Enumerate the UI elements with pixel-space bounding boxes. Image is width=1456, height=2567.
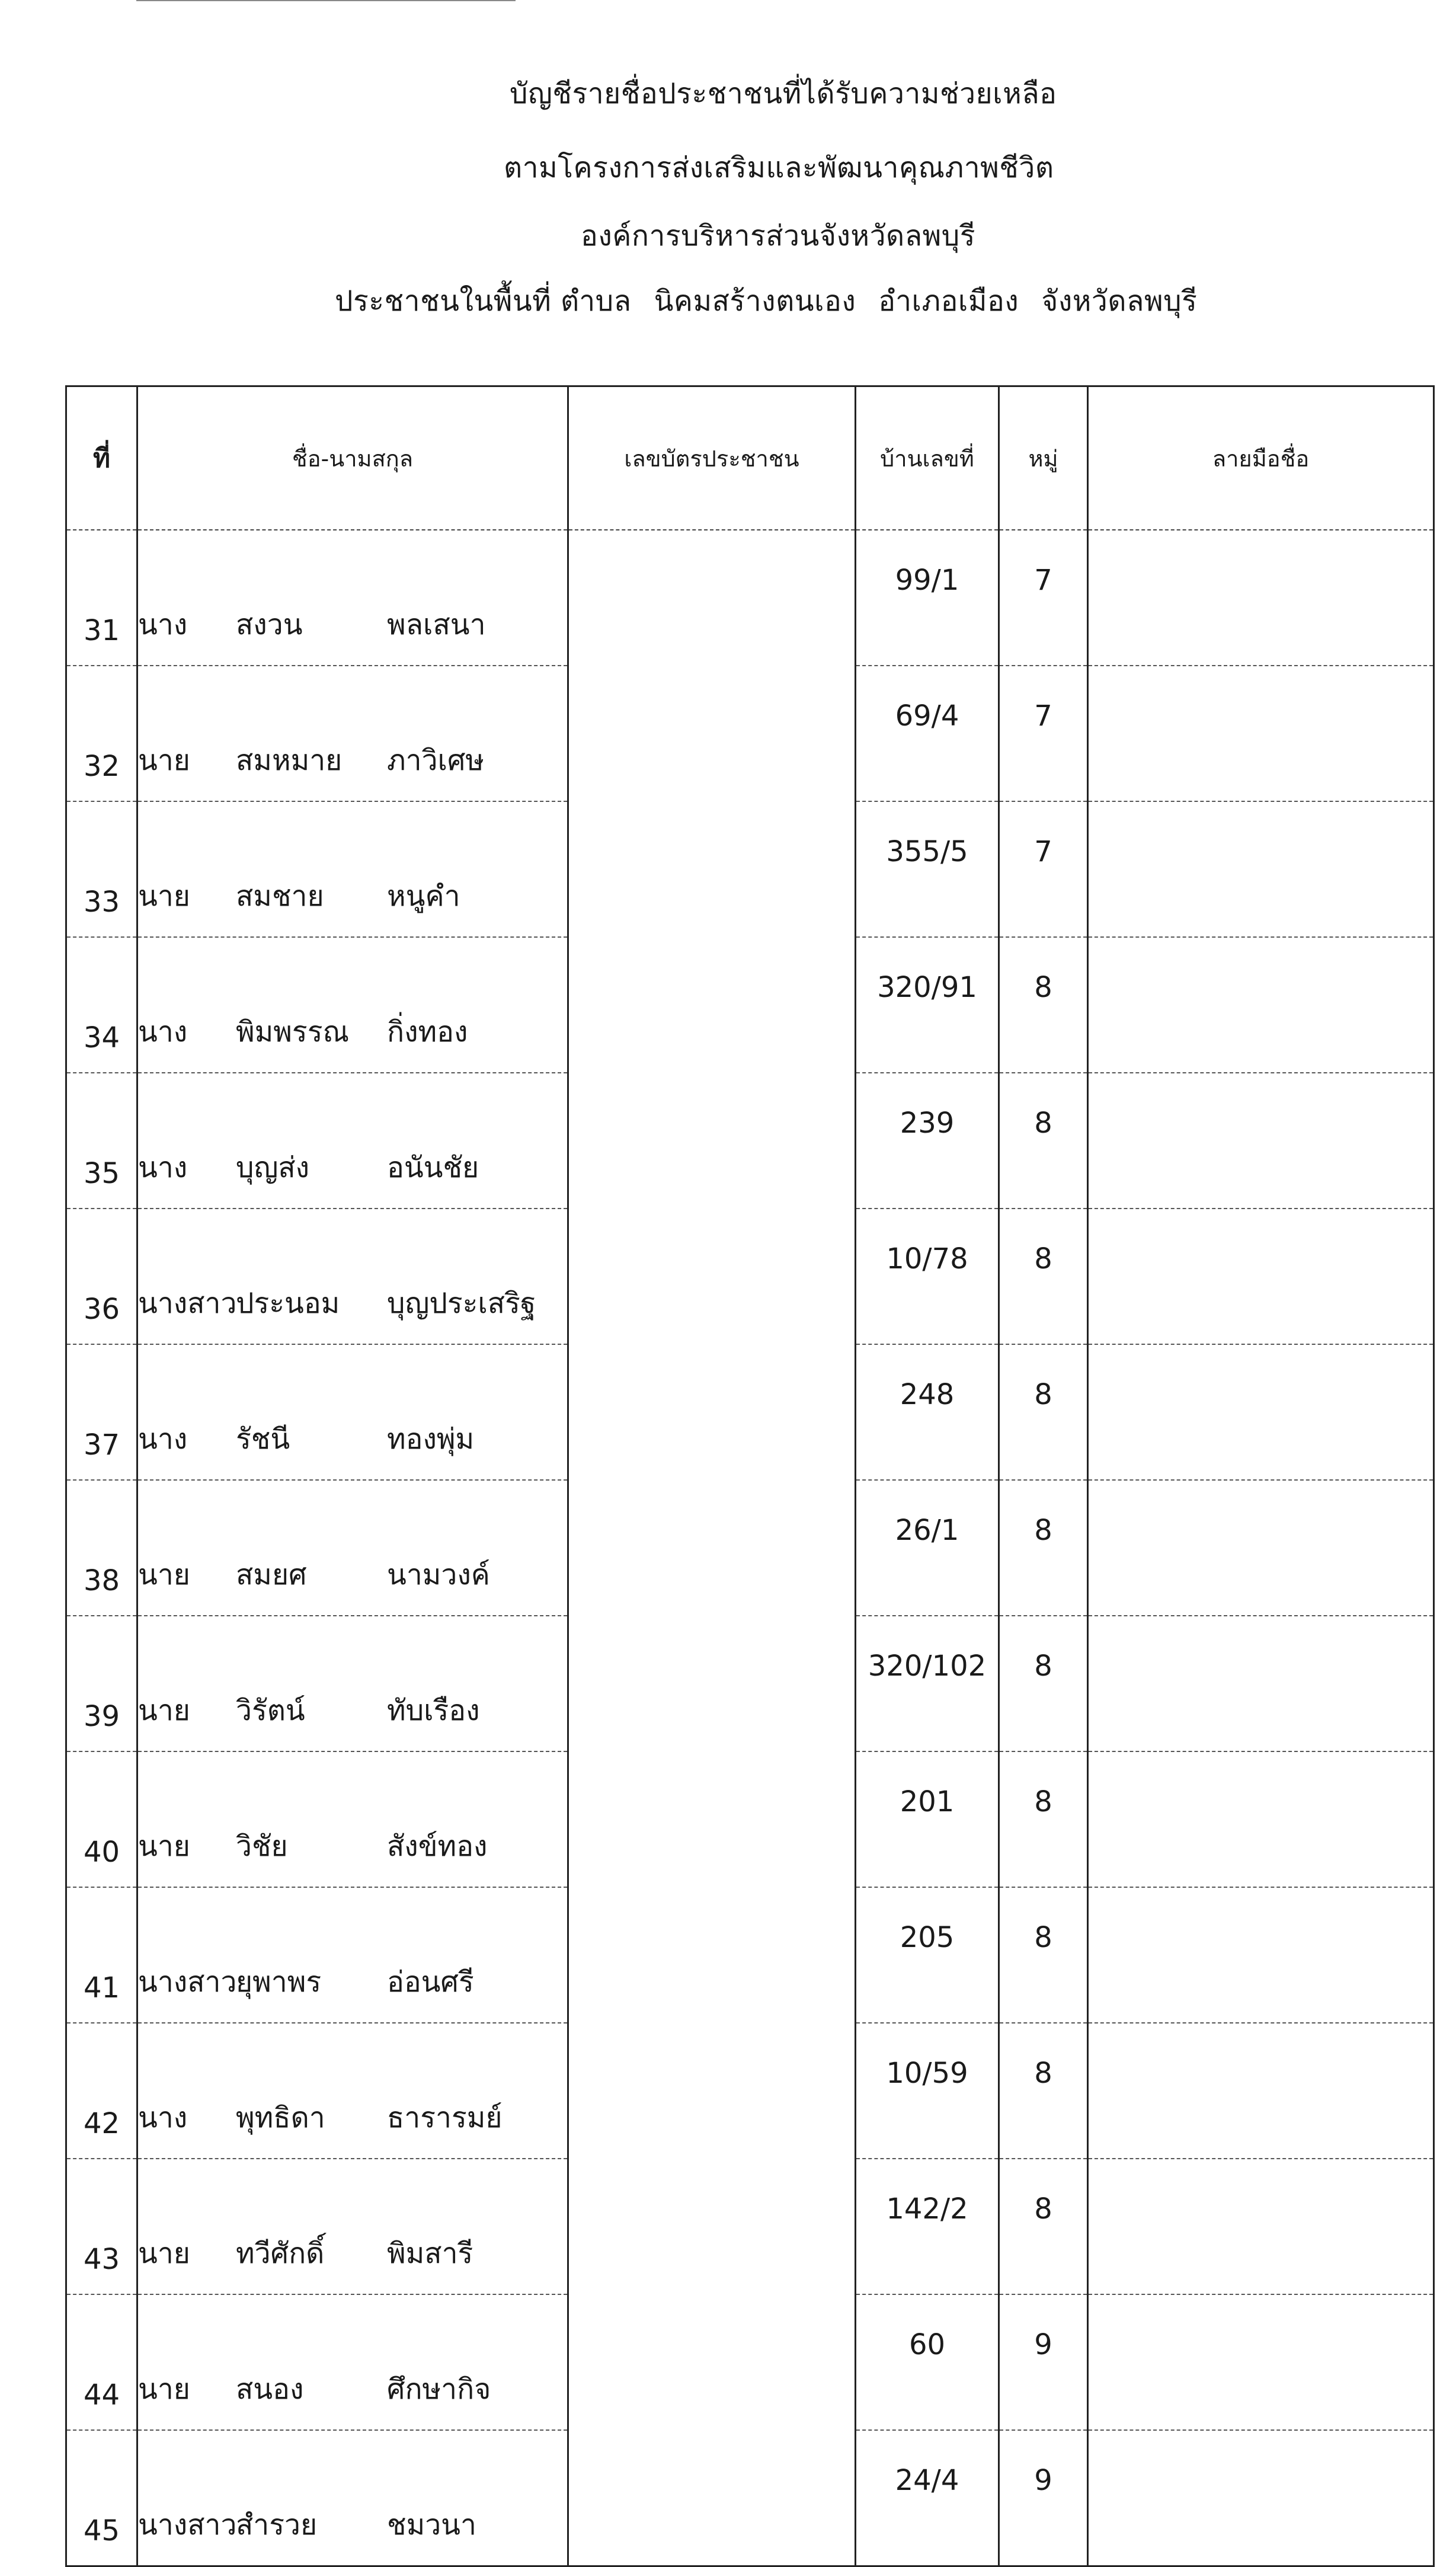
full-name [137,1344,568,1480]
last-name: ทับเรือง [387,1694,480,1727]
signature-cell [1088,1480,1434,1616]
table-row [66,1751,1434,1887]
id-card-cell [568,1209,856,1344]
house-number: 205 [856,1887,999,2023]
row-number: 33 [66,801,137,937]
row-number: 43 [66,2159,137,2294]
title-line-1: บัญชีรายชื่อประชาชนที่ได้รับความช่วยเหลือ [510,77,1057,110]
moo-number: 9 [999,2430,1088,2566]
header-id-card: เลขบัตรประชาชน [568,386,856,530]
first-name: วิรัตน์ [236,1694,305,1727]
moo-number: 8 [999,1209,1088,1344]
id-card-cell [568,937,856,1073]
row-number: 40 [66,1751,137,1887]
moo-number: 8 [999,1751,1088,1887]
id-card-cell [568,1073,856,1209]
signature-cell [1088,1887,1434,2023]
signature-cell [1088,666,1434,801]
house-number: 248 [856,1344,999,1480]
house-number: 239 [856,1073,999,1209]
scan-edge-line [136,0,516,1]
header-moo: หมู่ [999,386,1088,530]
full-name [137,2430,568,2566]
first-name: พุทธิดา [236,2101,325,2134]
moo-number: 8 [999,1616,1088,1751]
moo-number: 7 [999,530,1088,666]
full-name [137,1209,568,1344]
signature-cell [1088,1616,1434,1751]
name-title: นาย [138,2237,190,2270]
full-name [137,2159,568,2294]
house-number: 320/102 [856,1616,999,1751]
id-card-cell [568,530,856,666]
header-house-no: บ้านเลขที่ [856,386,999,530]
first-name: สงวน [236,608,303,641]
id-card-cell [568,2430,856,2566]
signature-cell [1088,2430,1434,2566]
row-number: 37 [66,1344,137,1480]
last-name: ศึกษากิจ [387,2373,491,2406]
id-card-cell [568,1480,856,1616]
signature-cell [1088,1073,1434,1209]
first-name: สมยศ [236,1558,307,1591]
title-line-2: ตามโครงการส่งเสริมและพัฒนาคุณภาพชีวิต [504,151,1054,184]
signature-cell [1088,801,1434,937]
first-name: บุญส่ง [236,1151,310,1184]
title-line-3: องค์การบริหารส่วนจังหวัดลพบุรี [581,219,975,252]
first-name: ยุพาพร [236,1965,322,1999]
header-signature: ลายมือชื่อ [1088,386,1434,530]
moo-number: 8 [999,1887,1088,2023]
full-name [137,1073,568,1209]
row-number: 35 [66,1073,137,1209]
last-name: ทองพุ่ม [387,1422,475,1456]
row-number: 42 [66,2023,137,2159]
row-number: 31 [66,530,137,666]
name-title: นาง [138,1015,188,1048]
first-name: ประนอม [236,1287,340,1320]
table-row [66,1480,1434,1616]
table-row [66,666,1434,801]
name-title: นาย [138,880,190,913]
id-card-cell [568,1887,856,2023]
house-number: 320/91 [856,937,999,1073]
house-number: 60 [856,2294,999,2430]
house-number: 201 [856,1751,999,1887]
table-row [66,1344,1434,1480]
house-number: 10/59 [856,2023,999,2159]
area-prefix: ประชาชนในพื้นที่ ตำบล [335,284,632,318]
name-title: นาง [138,2101,188,2134]
id-card-cell [568,1616,856,1751]
last-name: พิมสารี [387,2237,473,2270]
table-row [66,801,1434,937]
id-card-cell [568,2159,856,2294]
moo-number: 9 [999,2294,1088,2430]
recipient-table [65,385,1435,2567]
header-name: ชื่อ-นามสกุล [137,386,568,530]
area-district: อำเภอเมือง [878,284,1019,318]
last-name: สังข์ทอง [387,1830,488,1863]
full-name [137,2294,568,2430]
id-card-cell [568,801,856,937]
id-card-cell [568,2294,856,2430]
row-number: 34 [66,937,137,1073]
name-title: นาย [138,2373,190,2406]
name-title: นาง [138,608,188,641]
table-row [66,1073,1434,1209]
first-name: สนอง [236,2373,304,2406]
table-row [66,1887,1434,2023]
table-row [66,2430,1434,2566]
name-title: นาง [138,1151,188,1184]
table-header-row [66,386,1434,530]
name-title: นางสาว [138,1287,237,1320]
table-row [66,530,1434,666]
row-number: 38 [66,1480,137,1616]
row-number: 41 [66,1887,137,2023]
signature-cell [1088,2159,1434,2294]
id-card-cell [568,1751,856,1887]
house-number: 355/5 [856,801,999,937]
table-row [66,2023,1434,2159]
signature-cell [1088,1209,1434,1344]
last-name: ชมวนา [387,2508,476,2542]
full-name [137,530,568,666]
last-name: บุญประเสริฐ [387,1287,536,1320]
name-title: นาย [138,744,190,777]
id-card-cell [568,2023,856,2159]
first-name: สมชาย [236,880,324,913]
name-title: นาง [138,1422,188,1456]
header-no: ที่ [66,386,137,530]
signature-cell [1088,2294,1434,2430]
table-row [66,2294,1434,2430]
last-name: อ่อนศรี [387,1965,474,1999]
full-name [137,1751,568,1887]
table-row [66,937,1434,1073]
first-name: วิชัย [236,1830,288,1863]
moo-number: 8 [999,1480,1088,1616]
full-name [137,1480,568,1616]
name-title: นางสาว [138,1965,237,1999]
full-name [137,2023,568,2159]
moo-number: 8 [999,2023,1088,2159]
area-province: จังหวัดลพบุรี [1041,284,1198,318]
house-number: 10/78 [856,1209,999,1344]
last-name: อนันชัย [387,1151,479,1184]
moo-number: 8 [999,937,1088,1073]
signature-cell [1088,937,1434,1073]
moo-number: 7 [999,801,1088,937]
first-name: ทวีศักดิ์ [236,2237,325,2270]
name-title: นาย [138,1558,190,1591]
house-number: 142/2 [856,2159,999,2294]
full-name [137,666,568,801]
signature-cell [1088,2023,1434,2159]
last-name: กิ่งทอง [387,1015,468,1048]
id-card-cell [568,666,856,801]
first-name: สำรวย [236,2508,318,2542]
last-name: นามวงค์ [387,1558,490,1591]
full-name [137,1887,568,2023]
name-title: นาย [138,1830,190,1863]
row-number: 36 [66,1209,137,1344]
table-row [66,1616,1434,1751]
last-name: ภาวิเศษ [387,744,485,777]
full-name [137,801,568,937]
row-number: 45 [66,2430,137,2566]
area-line [335,279,1220,324]
table-row [66,1209,1434,1344]
id-card-cell [568,1344,856,1480]
first-name: รัชนี [236,1422,290,1456]
house-number: 69/4 [856,666,999,801]
moo-number: 8 [999,1073,1088,1209]
row-number: 32 [66,666,137,801]
first-name: สมหมาย [236,744,343,777]
name-title: นางสาว [138,2508,237,2542]
full-name [137,937,568,1073]
house-number: 26/1 [856,1480,999,1616]
moo-number: 8 [999,1344,1088,1480]
signature-cell [1088,1751,1434,1887]
row-number: 44 [66,2294,137,2430]
name-title: นาย [138,1694,190,1727]
house-number: 99/1 [856,530,999,666]
last-name: หนูคำ [387,880,460,913]
last-name: ธารารมย์ [387,2101,503,2134]
area-subdistrict: นิคมสร้างตนเอง [654,284,856,318]
table-row [66,2159,1434,2294]
first-name: พิมพรรณ [236,1015,350,1048]
moo-number: 8 [999,2159,1088,2294]
row-number: 39 [66,1616,137,1751]
last-name: พลเสนา [387,608,486,641]
signature-cell [1088,1344,1434,1480]
signature-cell [1088,530,1434,666]
full-name [137,1616,568,1751]
moo-number: 7 [999,666,1088,801]
house-number: 24/4 [856,2430,999,2566]
